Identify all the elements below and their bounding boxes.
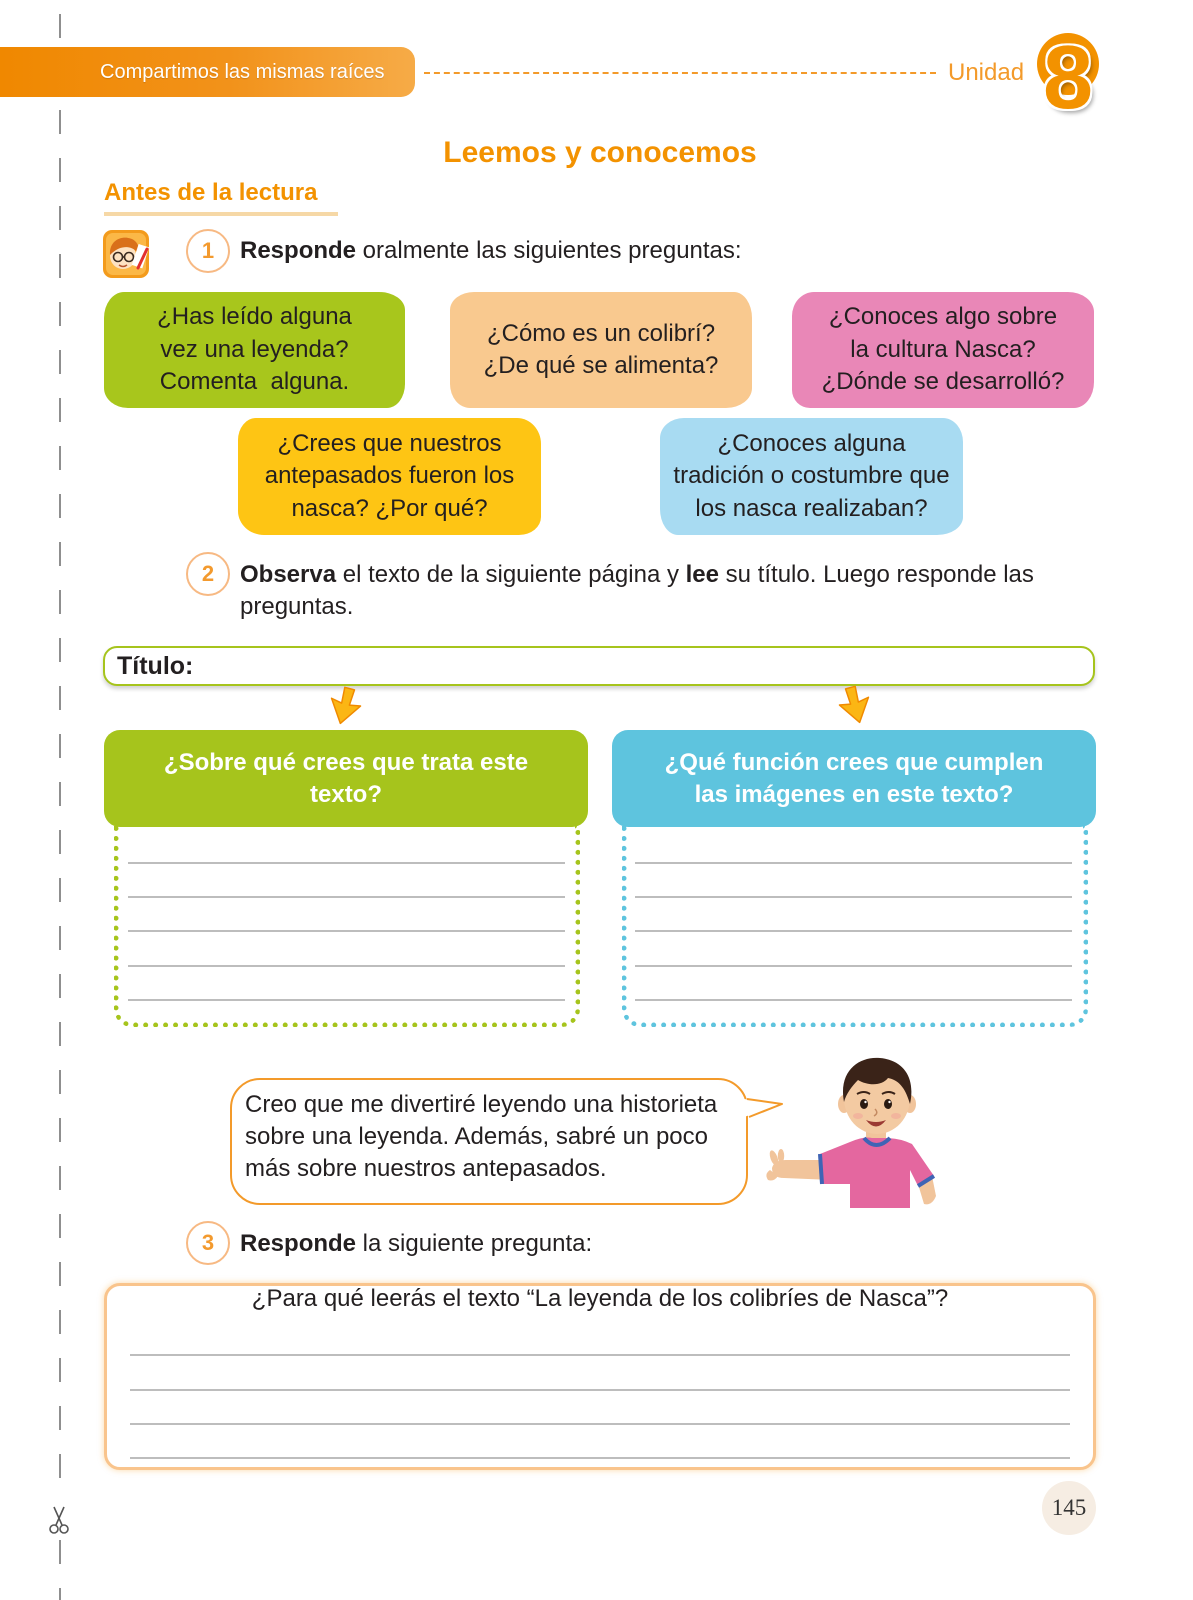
- speech-line: sobre una leyenda. Además, sabré un poco: [245, 1123, 708, 1150]
- writing-line: [130, 1457, 1070, 1459]
- page-number: 145: [1051, 1495, 1087, 1520]
- question-line: ¿Dónde se desarrolló?: [821, 368, 1065, 396]
- question-line: ¿Cómo es un colibrí?: [486, 319, 716, 347]
- writing-line: [128, 965, 565, 967]
- instruction-verb: Observa: [240, 561, 337, 588]
- activity-number-badge: 1: [186, 229, 230, 273]
- unit-label: Unidad: [948, 59, 1025, 86]
- writing-line: [130, 1354, 1070, 1356]
- writing-line: [130, 1423, 1070, 1425]
- writing-line: [128, 896, 565, 898]
- title-field: [103, 646, 1095, 686]
- question-bubble: [792, 292, 1094, 408]
- section-title: Compartimos las mismas raíces: [100, 61, 385, 83]
- writing-line: [635, 896, 1072, 898]
- activity-2-instruction: [240, 559, 1034, 623]
- question-bubble: [238, 418, 541, 535]
- question-line: ¿De qué se alimenta?: [483, 352, 719, 379]
- section-heading: Antes de la lectura: [104, 179, 318, 206]
- instruction-text: preguntas.: [240, 593, 354, 620]
- question-line: ¿Has leído alguna: [157, 303, 352, 331]
- question-bubble: [450, 292, 752, 408]
- question-line: antepasados fueron los: [264, 462, 515, 490]
- writing-line: [635, 930, 1072, 932]
- teacher-icon: [102, 228, 152, 280]
- prompt-line: ¿Qué función crees que cumplen: [664, 748, 1044, 776]
- question-line: ¿Conoces algo sobre: [828, 303, 1058, 331]
- prompt-header: [612, 730, 1096, 827]
- question-line: nasca? ¿Por qué?: [291, 494, 488, 522]
- question-bubble: [660, 418, 963, 535]
- activity-1-instruction: [240, 235, 742, 267]
- writing-line: [130, 1389, 1070, 1391]
- answer-box-question: ¿Para qué leerás el texto “La leyenda de los colibríes de Nasca”?: [251, 1285, 949, 1312]
- instruction-text: su título. Luego responde las: [719, 561, 1034, 588]
- question-bubble: [104, 292, 405, 408]
- prompt-line: ¿Sobre qué crees que trata este: [163, 748, 529, 776]
- prompt-line: las imágenes en este texto?: [694, 780, 1014, 808]
- page-title: Leemos y conocemos: [443, 136, 757, 169]
- speech-line: más sobre nuestros antepasados.: [245, 1155, 607, 1182]
- title-label: Título:: [117, 652, 194, 680]
- activity-number-badge: 2: [186, 552, 230, 596]
- instruction-verb: Responde: [240, 237, 357, 264]
- writing-line: [128, 862, 565, 864]
- cut-line: [59, 14, 61, 1502]
- cut-line: [59, 1540, 61, 1600]
- prompt-line: texto?: [310, 780, 382, 808]
- arrow-down-icon: [322, 682, 367, 730]
- question-line: los nasca realizaban?: [695, 494, 928, 522]
- question-line: la cultura Nasca?: [850, 335, 1036, 363]
- question-line: ¿Crees que nuestros: [277, 429, 502, 457]
- answer-area: [114, 826, 580, 1027]
- instruction-verb: lee: [685, 561, 720, 588]
- child-illustration: [760, 1050, 940, 1208]
- question-line: ¿Conoces alguna: [717, 429, 906, 457]
- question-line: tradición o costumbre que: [673, 462, 950, 490]
- instruction-text: el texto de la siguiente página y: [336, 561, 686, 588]
- instruction-text: la siguiente pregunta:: [356, 1230, 593, 1257]
- writing-line: [635, 862, 1072, 864]
- writing-line: [128, 999, 565, 1001]
- question-line: vez una leyenda?: [160, 335, 349, 363]
- speech-line: Creo que me divertiré leyendo una historieta: [245, 1091, 718, 1118]
- speech-text: [245, 1089, 717, 1185]
- header-divider: [424, 72, 936, 74]
- activity-number-badge: 3: [186, 1221, 230, 1265]
- question-line: Comenta alguna.: [159, 368, 350, 396]
- unit-number: 8: [1042, 28, 1094, 128]
- writing-line: [128, 930, 565, 932]
- instruction-verb: Responde: [240, 1230, 357, 1257]
- section-underline: [104, 212, 338, 216]
- writing-line: [635, 965, 1072, 967]
- answer-area: [622, 826, 1088, 1027]
- scissors-icon: [47, 1504, 71, 1536]
- arrow-down-icon: [832, 681, 877, 729]
- writing-line: [635, 999, 1072, 1001]
- activity-3-instruction: [240, 1228, 592, 1260]
- prompt-header: [104, 730, 588, 827]
- instruction-text: oralmente las siguientes preguntas:: [356, 237, 742, 264]
